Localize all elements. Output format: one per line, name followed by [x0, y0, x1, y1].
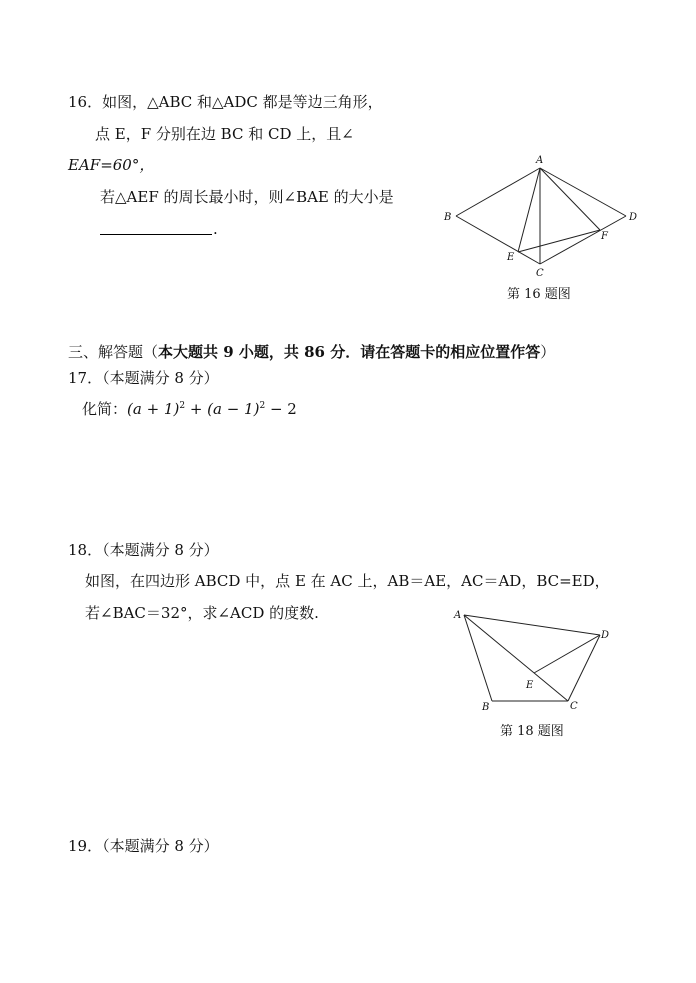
label-A: A [454, 610, 462, 621]
segment-CD [540, 216, 626, 264]
q17-prompt: 化简： [82, 400, 128, 418]
q18-line1: 如图，在四边形 ABCD 中，点 E 在 AC 上，AB＝AE，AC＝AD，BC=ED， [85, 572, 610, 590]
q16-line3: EAF=60°， [68, 156, 155, 174]
figure-16 [436, 150, 646, 280]
label-C: C [570, 701, 578, 712]
section3-heading-suffix: ） [540, 343, 556, 361]
label-B: B [482, 702, 490, 713]
label-E: E [526, 680, 534, 691]
section3-heading-bold: 本大题共 9 小题，共 86 分．请在答题卡的相应位置作答 [158, 343, 541, 361]
q17-exp2: 2 [259, 401, 266, 411]
q16-line4: 若△AEF 的周长最小时，则∠BAE 的大小是 [100, 188, 394, 206]
label-D: D [629, 212, 638, 223]
figure-16-lines [456, 168, 626, 264]
label-E: E [507, 252, 515, 263]
figure-18-caption: 第 18 题图 [500, 724, 564, 739]
section3-heading-prefix: 三、解答题（ [68, 343, 159, 361]
q17-header: 17．（本题满分 8 分） [68, 369, 219, 387]
q18-header: 18．（本题满分 8 分） [68, 541, 219, 559]
segment-EF [518, 230, 600, 252]
label-C: C [536, 268, 544, 279]
answer-blank[interactable] [100, 233, 212, 235]
q17-expression [82, 400, 297, 418]
label-A: A [536, 155, 544, 166]
q19-header: 19．（本题满分 8 分） [68, 837, 219, 855]
segment-AB [456, 168, 540, 216]
q16-line5-period: . [213, 220, 218, 238]
section3-heading [68, 343, 555, 361]
segment-AE [518, 168, 540, 252]
segment-DE [534, 635, 600, 673]
q17-expr-part1: (a + 1) [127, 400, 180, 418]
figure-18 [446, 605, 621, 717]
q18-line2: 若∠BAC＝32°，求∠ACD 的度数. [85, 604, 319, 622]
q17-expr-part2: + (a − 1) [185, 400, 260, 418]
segment-AF [540, 168, 600, 230]
label-D: D [601, 630, 610, 641]
q17-exp1: 2 [179, 401, 186, 411]
figure-16-caption: 第 16 题图 [507, 287, 571, 302]
segment-DA [540, 168, 626, 216]
segment-BC [456, 216, 540, 264]
label-F: F [601, 231, 608, 242]
q16-line1: 16．如图，△ABC 和△ADC 都是等边三角形， [68, 93, 383, 111]
label-B: B [444, 212, 452, 223]
segment-AB [464, 615, 492, 701]
segment-CD [568, 635, 600, 701]
q16-line2: 点 E，F 分别在边 BC 和 CD 上，且∠ [95, 125, 354, 143]
q17-expr-part3: − 2 [265, 400, 297, 418]
